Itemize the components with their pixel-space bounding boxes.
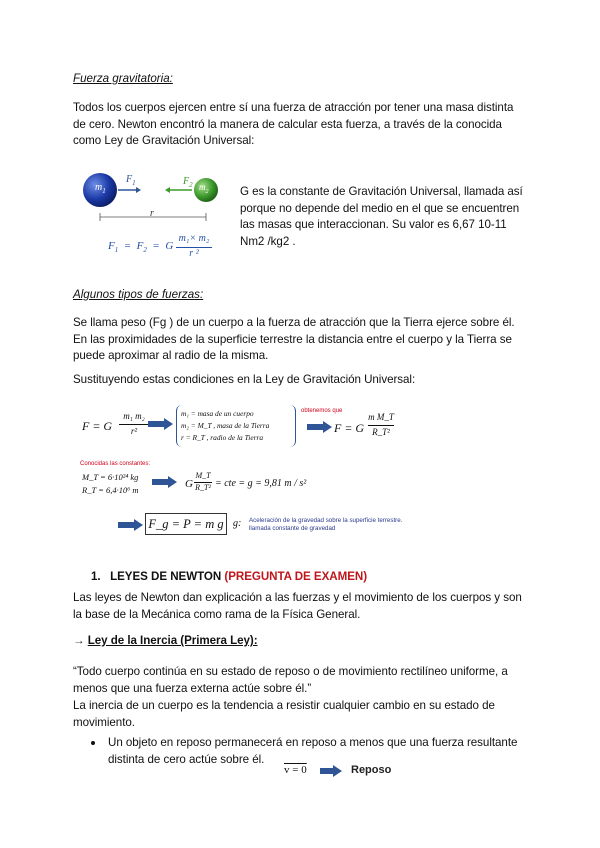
earth-mass-value: M_T = 6·10²⁴ kg (82, 472, 139, 482)
g-description: Aceleración de la gravedad sobre la superficie terrestre. llamada constante de gravedad (249, 517, 403, 532)
gravitation-formula-numerator: m₁× m₂ (178, 233, 210, 244)
newton-laws-heading (91, 569, 367, 586)
inertia-definition: La inercia de un cuerpo es la tendencia a resistir cualquier cambio en su estado de movimiento. (73, 699, 495, 729)
result-formula: F = G (334, 421, 365, 435)
conditions-list (181, 408, 269, 444)
g-derivation-lhs: G (185, 478, 193, 490)
lhs-denominator: r² (130, 426, 138, 436)
r-label: r (150, 208, 154, 219)
arrow-right-icon (318, 765, 344, 777)
m1-label: $m_1$ (95, 182, 106, 195)
f1-label: $F_1$ (126, 174, 136, 187)
gravity-intro-paragraph: Todos los cuerpos ejercen entre sí una fuerza de atracción por tener una masa distinta de cero. Newton encontró la manera de calcular esta fuerza, a través de la conocida como Ley de Gravitación Universal: (73, 101, 514, 147)
constants-values (82, 471, 138, 496)
velocity-zero: v = 0 (284, 764, 307, 776)
heading-text: LEYES DE NEWTON (110, 570, 222, 583)
weight-paragraph: Se llama peso (Fg ) de un cuerpo a la fuerza de atracción que la Tierra ejerce sobre él. En las proximidades de la superficie terrestre la distancia entre el cuerpo y la Tierra se puede aproximar al radio de la misma. (73, 316, 515, 362)
arrow-right-icon (116, 518, 146, 532)
known-constants-label: Conocidas las constantes: (80, 461, 151, 467)
result-fraction-bar (368, 425, 394, 426)
gravitation-formula: $F_1 = F_2 = G$ (108, 240, 174, 255)
lhs-fraction-bar (119, 424, 149, 425)
substitute-paragraph: Sustituyendo estas condiciones en la Ley de Gravitación Universal: (73, 373, 416, 386)
result-numerator: m M_T (368, 412, 394, 422)
lhs-formula: F = G (82, 419, 113, 433)
reposo-label: Reposo (351, 764, 392, 776)
gravity-heading: Fuerza gravitatoria: (73, 72, 173, 85)
g-constant-description: G es la constante de Gravitación Universal, llamada así porque no depende del medio en el que se encuentren las masas que interaccionan. Su valor es 6,67 10-11 Nm2 /kg2 . (240, 185, 523, 248)
g-derivation-denominator: R_T² (195, 483, 211, 492)
inertia-heading (73, 633, 258, 650)
exam-question-label: (PREGUNTA DE EXAMEN) (224, 570, 368, 583)
lhs-numerator: m₁ m₂ (123, 411, 145, 421)
f2-label: $F_2$ (183, 176, 193, 189)
earth-radius-value: R_T = 6,4·10⁶ m (82, 484, 139, 495)
arrow-icon: → (73, 634, 85, 647)
bullet-icon (91, 741, 95, 745)
boxed-weight-formula: F_g = P = m g (145, 513, 227, 535)
inertia-quote: “Todo cuerpo continúa en su estado de reposo o de movimiento rectilíneo uniforme, a menos que una fuerza externa actúe sobre él.” (73, 665, 508, 695)
arrow-right-icon (146, 417, 176, 431)
result-denominator: R_T² (372, 427, 390, 437)
arrow-right-icon (150, 475, 180, 489)
bullet-rest-object: Un objeto en reposo permanecerá en reposo a menos que una fuerza resultante distinta de cero actúe sobre él. (108, 736, 518, 766)
heading-number: 1. (91, 570, 101, 583)
inertia-heading-text: Ley de la Inercia (Primera Ley): (87, 634, 258, 647)
force-types-heading: Algunos tipos de fuerzas: (73, 288, 204, 301)
g-derivation-numerator: M_T (195, 471, 211, 480)
newton-laws-paragraph: Las leyes de Newton dan explicación a las fuerzas y el movimiento de los cuerpos y son la base de la Mecánica como rama de la Física General. (73, 591, 522, 621)
condition-1: m₁ = masa de un cuerpo (181, 409, 254, 418)
obtained-label: obtenemos que (301, 408, 343, 414)
m2-label: $m_2$ (199, 182, 209, 195)
arrow-right-icon (305, 420, 335, 434)
condition-3: r = R_T , radio de la Tierra (181, 433, 264, 442)
g-symbol-label: g: (233, 518, 242, 529)
g-derivation-rhs: = cte = g = 9,81 m / s² (215, 478, 307, 489)
condition-2: m₂ = M_T , masa de la Tierra (181, 421, 270, 430)
gravitation-formula-denominator: r ² (189, 248, 199, 259)
